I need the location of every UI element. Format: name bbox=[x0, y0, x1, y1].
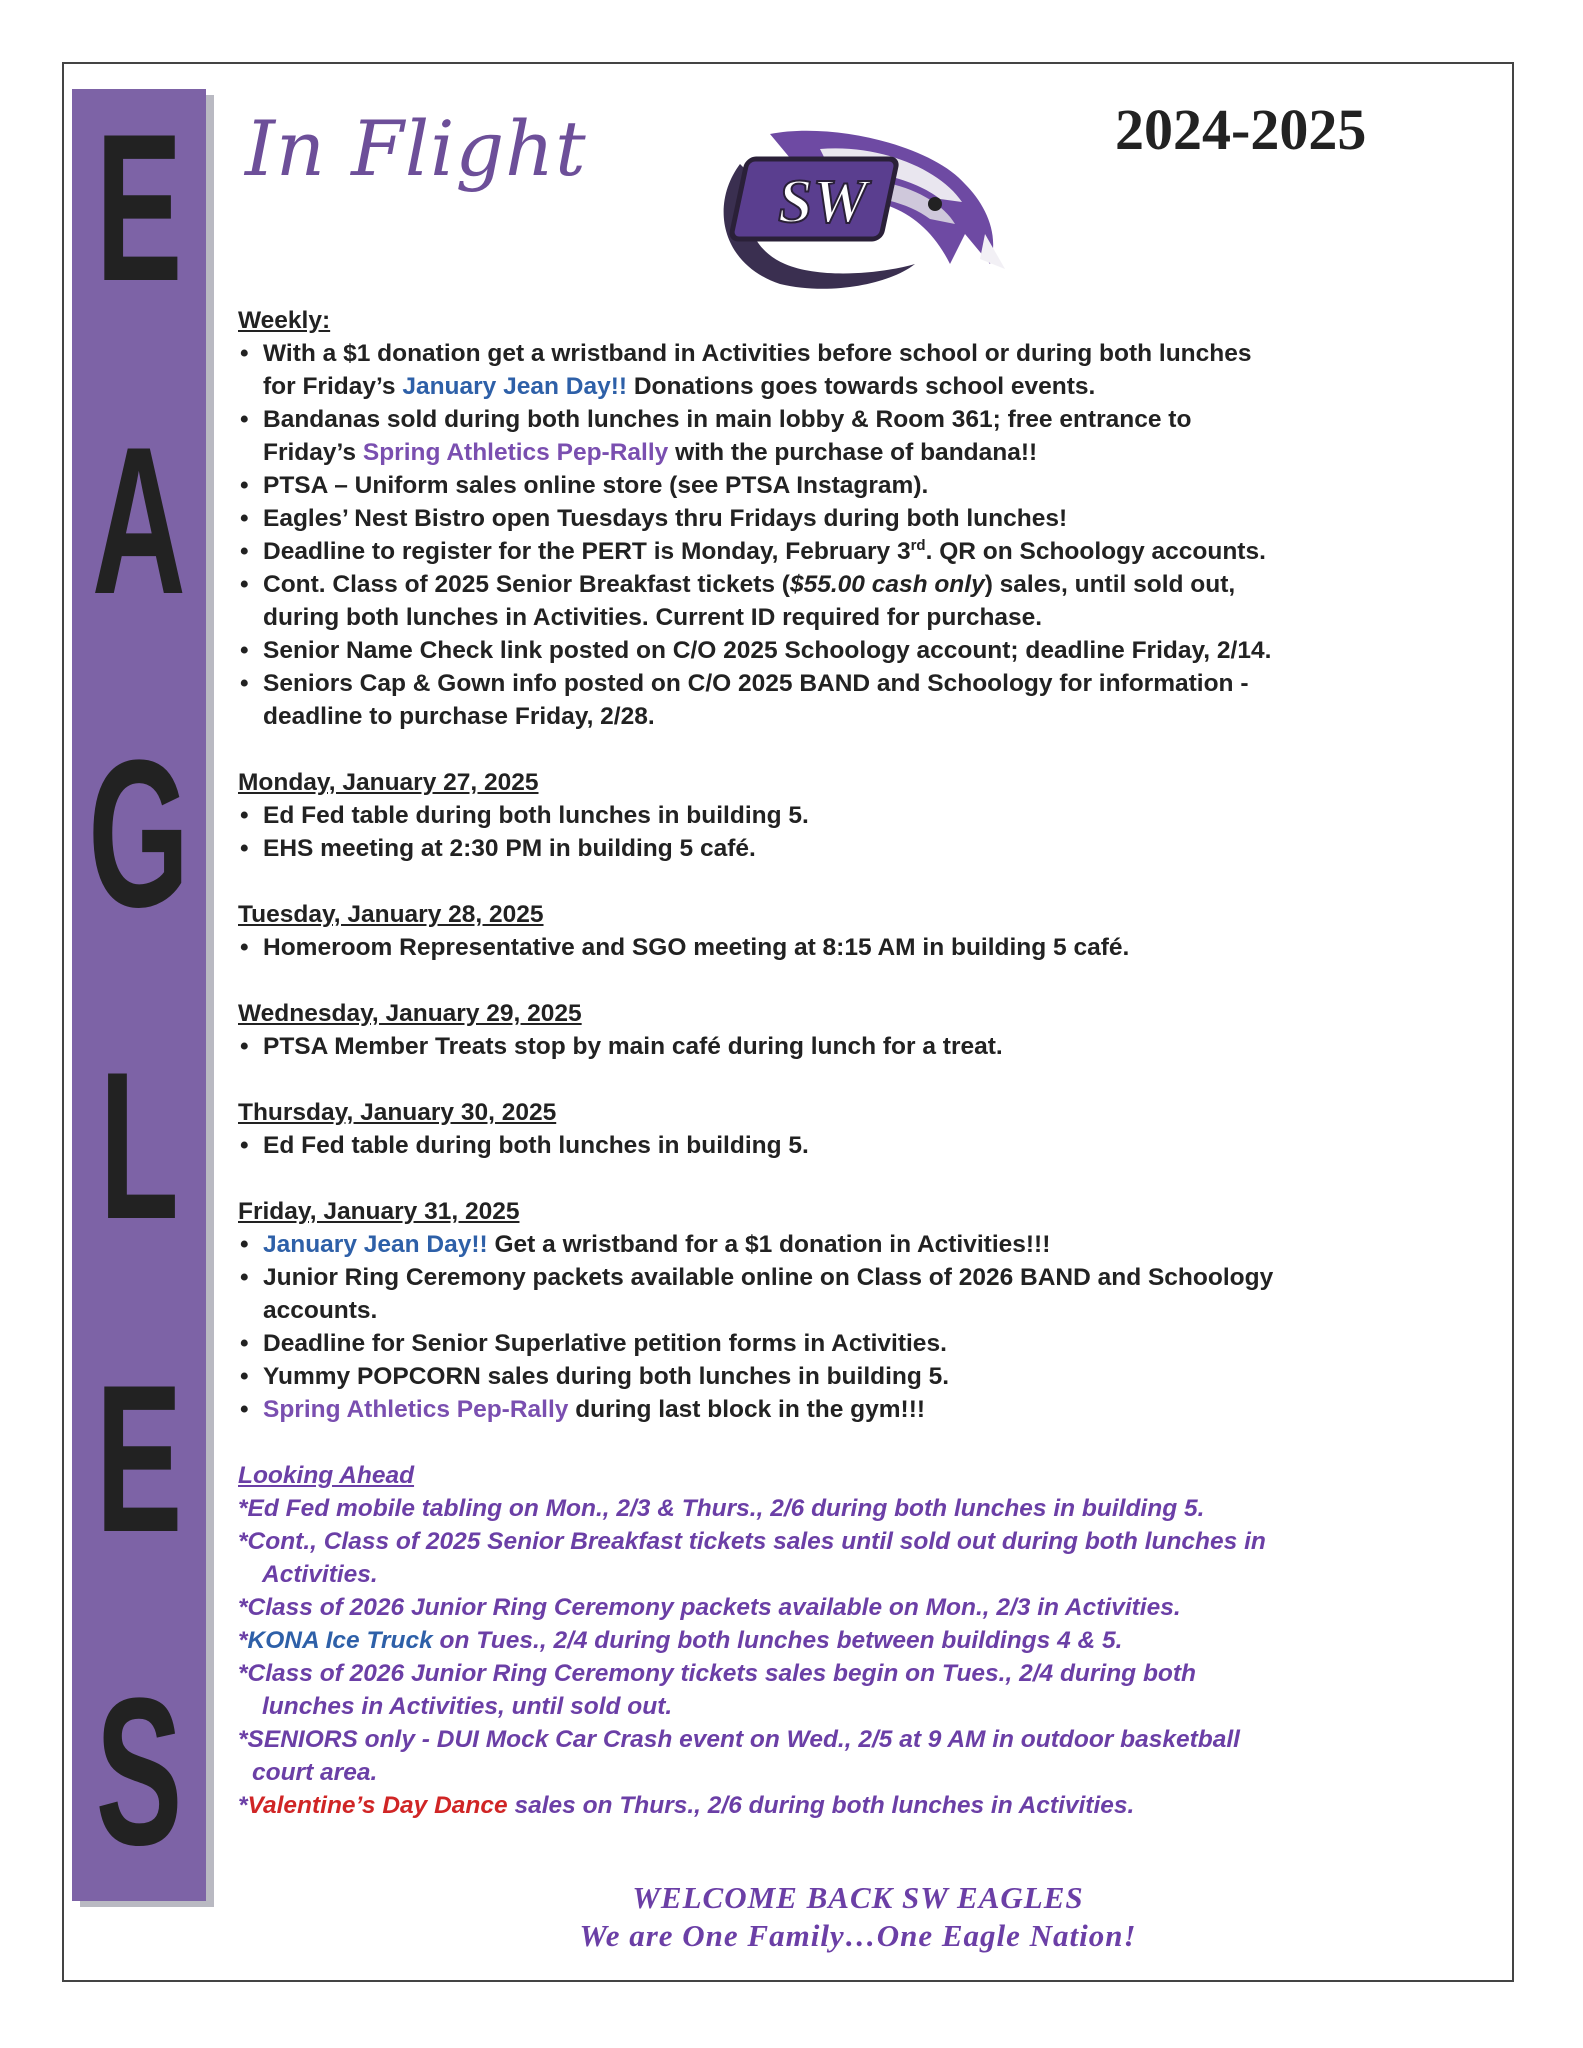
list-item: • Deadline for Senior Superlative petition forms in Activities. bbox=[238, 1327, 1478, 1360]
ahead-item: *KONA Ice Truck on Tues., 2/4 during both lunches between buildings 4 & 5. bbox=[238, 1627, 1123, 1654]
sidebar-letter: A bbox=[91, 402, 187, 638]
ahead-item-continued: Activities. bbox=[262, 1561, 378, 1588]
section-heading-looking-ahead: Looking Ahead bbox=[238, 1462, 415, 1489]
list-item: • Cont. Class of 2025 Senior Breakfast tickets ($55.00 cash only) sales, until sold out, during both lunches in Activities. Current ID required for purchase. bbox=[238, 568, 1478, 634]
list-item: • Yummy POPCORN sales during both lunches in building 5. bbox=[238, 1360, 1478, 1393]
logo-text: SW bbox=[778, 168, 868, 236]
sidebar-letter: E bbox=[95, 1341, 183, 1577]
list-item: • PTSA Member Treats stop by main café during lunch for a treat. bbox=[238, 1030, 1478, 1063]
sidebar-letter: S bbox=[95, 1653, 183, 1889]
list-item: • Deadline to register for the PERT is Monday, February 3rd. QR on Schoology accounts. bbox=[238, 535, 1478, 568]
list-item: • Seniors Cap & Gown info posted on C/O 2025 BAND and Schoology for information - deadline to purchase Friday, 2/28. bbox=[238, 667, 1478, 733]
newsletter-content bbox=[238, 304, 1478, 1822]
footer-motto: We are One Family…One Eagle Nation! bbox=[579, 1918, 1137, 1953]
eagles-sidebar bbox=[72, 89, 206, 1901]
thursday-list bbox=[238, 1129, 1478, 1162]
list-item: • Ed Fed table during both lunches in building 5. bbox=[238, 799, 1478, 832]
list-item: • Spring Athletics Pep-Rally during last block in the gym!!! bbox=[238, 1393, 1478, 1426]
sidebar-letter: E bbox=[95, 90, 183, 325]
ahead-item: *Class of 2026 Junior Ring Ceremony tickets sales begin on Tues., 2/4 during both bbox=[238, 1660, 1197, 1687]
newsletter-title: In Flight bbox=[245, 104, 587, 193]
sidebar-letter: L bbox=[99, 1028, 179, 1264]
ahead-item-continued: court area. bbox=[252, 1759, 378, 1786]
list-item: • Homeroom Representative and SGO meeting at 8:15 AM in building 5 café. bbox=[238, 931, 1478, 964]
list-item: • EHS meeting at 2:30 PM in building 5 café. bbox=[238, 832, 1478, 865]
section-heading-friday: Friday, January 31, 2025 bbox=[238, 1198, 520, 1225]
list-item: • January Jean Day!! Get a wristband for a $1 donation in Activities!!! bbox=[238, 1228, 1478, 1261]
section-heading-thursday: Thursday, January 30, 2025 bbox=[238, 1099, 557, 1126]
ahead-item: *Cont., Class of 2025 Senior Breakfast tickets sales until sold out during both lunches in bbox=[238, 1528, 1266, 1555]
tuesday-list bbox=[238, 931, 1478, 964]
list-item: • PTSA – Uniform sales online store (see PTSA Instagram). bbox=[238, 469, 1478, 502]
section-heading-monday: Monday, January 27, 2025 bbox=[238, 769, 539, 796]
ahead-item: *Class of 2026 Junior Ring Ceremony packets available on Mon., 2/3 in Activities. bbox=[238, 1594, 1181, 1621]
list-item: • With a $1 donation get a wristband in Activities before school or during both lunches for Friday’s January Jean Day!! Donations goes towards school events. bbox=[238, 337, 1478, 403]
weekly-list bbox=[238, 337, 1478, 733]
ahead-item-continued: lunches in Activities, until sold out. bbox=[262, 1693, 673, 1720]
wednesday-list bbox=[238, 1030, 1478, 1063]
section-heading-tuesday: Tuesday, January 28, 2025 bbox=[238, 901, 544, 928]
friday-list bbox=[238, 1228, 1478, 1426]
school-year: 2024-2025 bbox=[1115, 97, 1367, 162]
list-item: • Junior Ring Ceremony packets available online on Class of 2026 BAND and Schoology accounts. bbox=[238, 1261, 1478, 1327]
list-item: • Bandanas sold during both lunches in main lobby & Room 361; free entrance to Friday’s Spring Athletics Pep-Rally with the purchase of bandana!! bbox=[238, 403, 1478, 469]
sidebar-letter: G bbox=[88, 715, 190, 951]
section-heading-weekly: Weekly: bbox=[238, 307, 331, 334]
looking-ahead-section bbox=[238, 1459, 1478, 1822]
list-item: • Ed Fed table during both lunches in building 5. bbox=[238, 1129, 1478, 1162]
monday-list bbox=[238, 799, 1478, 865]
ahead-item: *SENIORS only - DUI Mock Car Crash event on Wed., 2/5 at 9 AM in outdoor basketball bbox=[238, 1726, 1240, 1753]
eagle-logo-icon bbox=[700, 124, 1010, 294]
section-heading-wednesday: Wednesday, January 29, 2025 bbox=[238, 1000, 582, 1027]
footer-welcome: WELCOME BACK SW EAGLES bbox=[632, 1880, 1084, 1915]
list-item: • Eagles’ Nest Bistro open Tuesdays thru Fridays during both lunches! bbox=[238, 502, 1478, 535]
list-item: • Senior Name Check link posted on C/O 2025 Schoology account; deadline Friday, 2/14. bbox=[238, 634, 1478, 667]
ahead-item: *Valentine’s Day Dance sales on Thurs., 2/6 during both lunches in Activities. bbox=[238, 1792, 1135, 1819]
ahead-item: *Ed Fed mobile tabling on Mon., 2/3 & Thurs., 2/6 during both lunches in building 5. bbox=[238, 1495, 1205, 1522]
